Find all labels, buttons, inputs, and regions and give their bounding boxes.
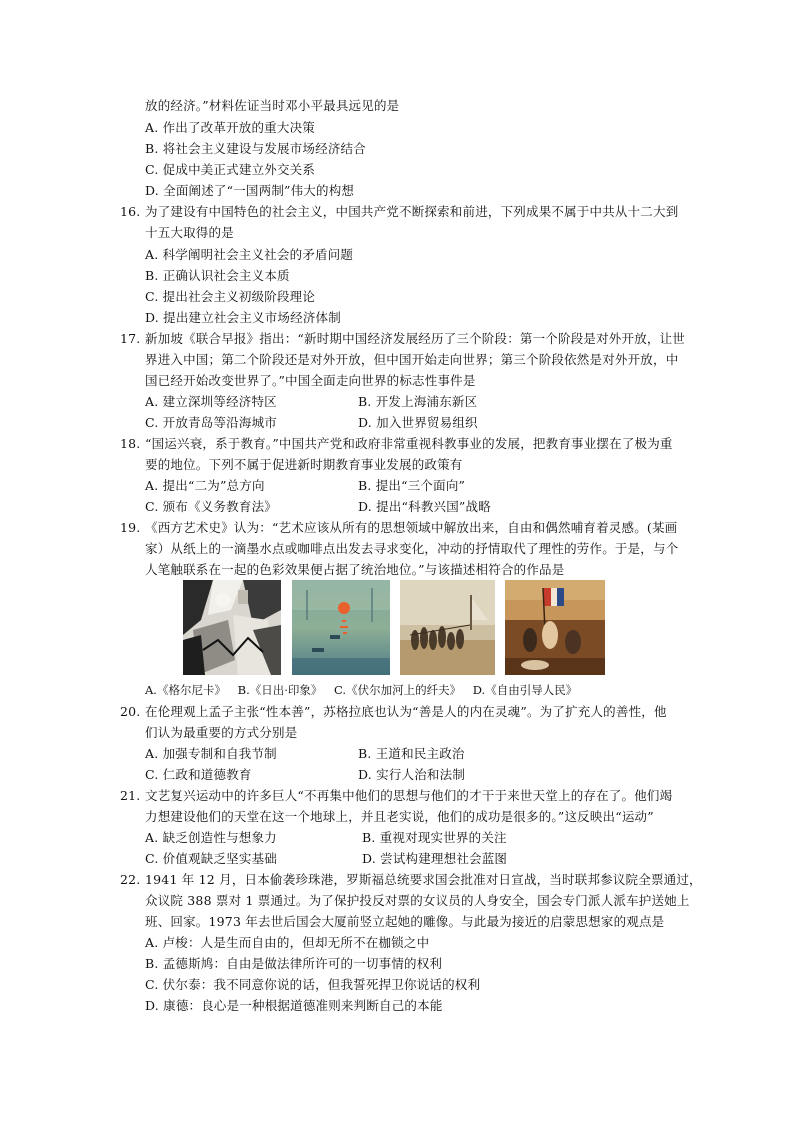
q17-option-d: D. 加入世界贸易组织 (358, 415, 478, 430)
q20-stem-line-1: 在伦理观上孟子主张“性本善”，苏格拉底也认为“善是人的内在灵魂”。为了扩充人的善性，他 (145, 704, 667, 719)
q15-option-b: B. 将社会主义建设与发展市场经济结合 (145, 141, 366, 156)
q19-caption-a: A.《格尔尼卡》 (145, 683, 226, 697)
q17-option-b: B. 开发上海浦东新区 (358, 394, 478, 409)
guernica-painting-image (183, 580, 281, 675)
q20-option-d: D. 实行人治和法制 (358, 767, 466, 782)
liberty-leading-the-people-painting-image (505, 580, 605, 675)
q18-option-a: A. 提出“二为”总方向 (145, 478, 265, 493)
q16-option-d: D. 提出建立社会主义市场经济体制 (145, 310, 341, 325)
q19-stem-line-1: 《西方艺术史》认为：“艺术应该从所有的思想领域中解放出来，自由和偶然哺育着灵感。(某画 (145, 520, 678, 535)
q19-option-captions (145, 682, 585, 698)
q16-stem-line-1: 为了建设有中国特色的社会主义，中国共产党不断探索和前进，下列成果不属于中共从十二大到 (145, 204, 679, 219)
q20-option-a: A. 加强专制和自我节制 (145, 746, 277, 761)
q22-stem-line-1: 1941 年 12 月，日本偷袭珍珠港，罗斯福总统要求国会批准对日宣战，当时联邦参议院全票通过， (145, 872, 702, 887)
q18-option-d: D. 提出“科教兴国”战略 (358, 499, 491, 514)
q17-number: 17. (120, 331, 141, 346)
q15-option-d: D. 全面阐述了“一国两制”伟大的构想 (145, 183, 355, 198)
q22-number: 22. (120, 872, 141, 887)
q15-option-c: C. 促成中美正式建立外交关系 (145, 162, 316, 177)
q16-option-b: B. 正确认识社会主义本质 (145, 268, 290, 283)
q21-option-a: A. 缺乏创造性与想象力 (145, 830, 277, 845)
volga-boatmen-painting-image (400, 580, 495, 675)
q15-option-a: A. 作出了改革开放的重大决策 (145, 120, 315, 135)
q20-number: 20. (120, 704, 141, 719)
q21-stem-line-1: 文艺复兴运动中的许多巨人“不再集中他们的思想与他们的才干于来世天堂上的存在了。他们竭 (145, 788, 673, 803)
q19-stem-line-3: 人笔触联系在一起的色彩效果便占据了统治地位。”与该描述相符合的作品是 (145, 562, 565, 577)
q22-option-a: A. 卢梭：人是生而自由的，但却无所不在枷锁之中 (145, 935, 430, 950)
q22-option-c: C. 伏尔泰：我不同意你说的话，但我誓死捍卫你说话的权利 (145, 977, 481, 992)
q18-option-b: B. 提出“三个面向” (358, 478, 466, 493)
q21-stem-line-2: 力想建设他们的天堂在这一个地球上，并且老实说，他们的成功是很多的。”这反映出“运动” (145, 809, 654, 824)
q20-stem-line-2: 们认为最重要的方式分别是 (145, 725, 298, 740)
q22-stem-line-2: 众议院 388 票对 1 票通过。为了保护投反对票的女议员的人身安全，国会专门派人派车护送她上 (145, 893, 690, 908)
q19-caption-d: D.《自由引导人民》 (472, 683, 578, 697)
q21-number: 21. (120, 788, 141, 803)
q15-stem-line: 放的经济。”材料佐证当时邓小平最具远见的是 (145, 98, 400, 113)
q16-option-c: C. 提出社会主义初级阶段理论 (145, 289, 316, 304)
q18-number: 18. (120, 436, 141, 451)
q19-caption-c: C.《伏尔加河上的纤夫》 (334, 683, 462, 697)
q21-option-b: B. 重视对现实世界的关注 (362, 830, 507, 845)
q17-option-a: A. 建立深圳等经济特区 (145, 394, 277, 409)
q17-stem-line-3: 国已经开始改变世界了。”中国全面走向世界的标志性事件是 (145, 373, 476, 388)
q18-stem-line-2: 要的地位。下列不属于促进新时期教育事业发展的政策有 (145, 457, 463, 472)
q18-stem-line-1: “国运兴衰，系于教育。”中国共产党和政府非常重视科教事业的发展，把教育事业摆在了极为重 (145, 436, 673, 451)
q22-option-b: B. 孟德斯鸠：自由是做法律所许可的一切事情的权利 (145, 956, 443, 971)
q17-stem-line-1: 新加坡《联合早报》指出：“新时期中国经济发展经历了三个阶段：第一个阶段是对外开放，让世 (145, 331, 685, 346)
q19-stem-line-2: 家）从纸上的一滴墨水点或咖啡点出发去寻求变化，冲动的抒情取代了理性的劳作。于是，与个 (145, 541, 679, 556)
q17-option-c: C. 开放青岛等沿海城市 (145, 415, 277, 430)
q21-option-d: D. 尝试构建理想社会蓝图 (362, 851, 508, 866)
q20-option-b: B. 王道和民主政治 (358, 746, 465, 761)
q20-option-c: C. 仁政和道德教育 (145, 767, 252, 782)
q18-option-c: C. 颁布《义务教育法》 (145, 499, 277, 514)
q16-option-a: A. 科学阐明社会主义社会的矛盾问题 (145, 247, 354, 262)
q21-option-c: C. 价值观缺乏坚实基础 (145, 851, 277, 866)
q16-number: 16. (120, 204, 141, 219)
impression-sunrise-painting-image (292, 580, 390, 675)
q16-stem-line-2: 十五大取得的是 (145, 225, 234, 240)
q22-option-d: D. 康德：良心是一种根据道德准则来判断自己的本能 (145, 998, 443, 1013)
q19-number: 19. (120, 520, 141, 535)
q19-caption-b: B.《日出·印象》 (237, 683, 323, 697)
q22-stem-line-3: 班、回家。1973 年去世后国会大厦前竖立起她的雕像。与此最为接近的启蒙思想家的观点是 (145, 914, 665, 929)
q17-stem-line-2: 界进入中国；第二个阶段还是对外开放，但中国开始走向世界；第三个阶段依然是对外开放，中 (145, 352, 679, 367)
